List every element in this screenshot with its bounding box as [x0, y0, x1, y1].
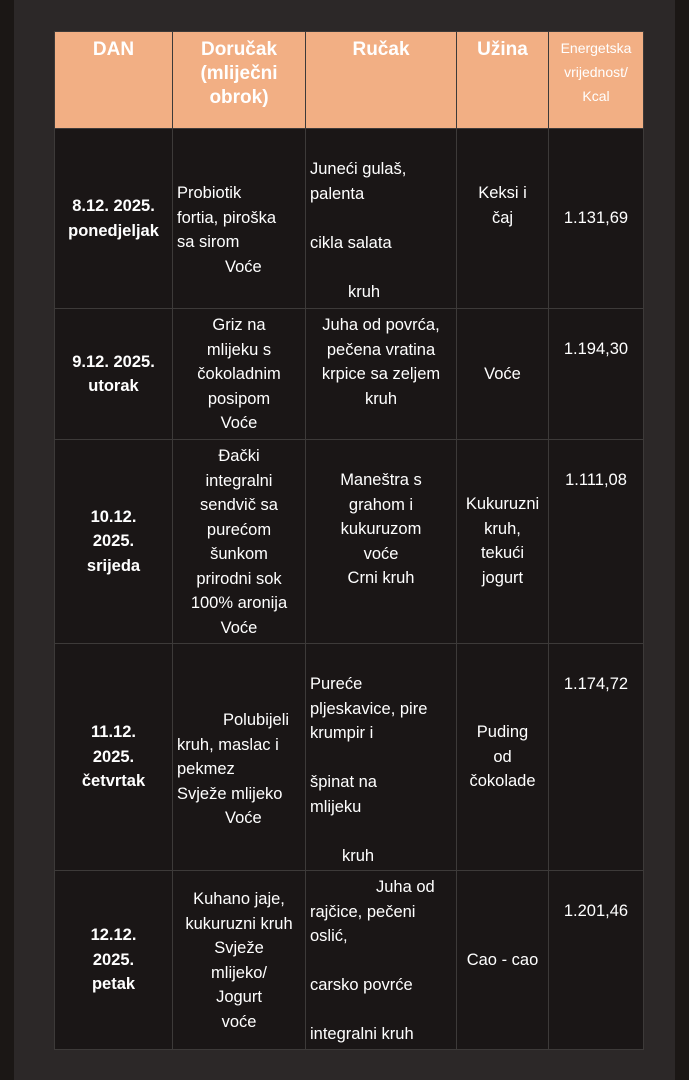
lunch-cell: Juha od rajčice, pečeni oslić, carsko povrće integralni kruh: [306, 871, 457, 1050]
snack-cell: Puding od čokolade: [457, 644, 549, 871]
breakfast-cell: Kuhano jaje, kukuruzni kruh Svježe mlijeko/ Jogurt voće: [173, 871, 306, 1050]
breakfast-cell: Griz na mlijeku s čokoladnim posipom Voće: [173, 309, 306, 440]
menu-row: [55, 309, 644, 440]
snack-cell: Voće: [457, 309, 549, 440]
lunch-cell: Juha od povrća, pečena vratina krpice sa zeljem kruh: [306, 309, 457, 440]
menu-row: [55, 871, 644, 1050]
menu-row: [55, 129, 644, 309]
menu-row: [55, 440, 644, 644]
day-cell: 11.12. 2025. četvrtak: [55, 644, 173, 871]
lunch-cell: Pureće pljeskavice, pire krumpir i špinat na mlijeku kruh: [306, 644, 457, 871]
kcal-cell: 1.111,08: [549, 440, 644, 644]
header-snack: Užina: [457, 32, 549, 129]
kcal-cell: 1.174,72: [549, 644, 644, 871]
header-day: DAN: [55, 32, 173, 129]
snack-cell: Cao - cao: [457, 871, 549, 1050]
breakfast-cell: Polubijeli kruh, maslac i pekmez Svježe mlijeko Voće: [173, 644, 306, 871]
snack-cell: Kukuruzni kruh, tekući jogurt: [457, 440, 549, 644]
day-cell: 10.12. 2025. srijeda: [55, 440, 173, 644]
header-row: [55, 32, 644, 129]
day-cell: 8.12. 2025. ponedjeljak: [55, 129, 173, 309]
weekly-menu-table: [54, 31, 644, 1050]
snack-cell: Keksi i čaj: [457, 129, 549, 309]
day-cell: 9.12. 2025. utorak: [55, 309, 173, 440]
day-cell: 12.12. 2025. petak: [55, 871, 173, 1050]
header-breakfast: Doručak (mliječni obrok): [173, 32, 306, 129]
menu-row: [55, 644, 644, 871]
lunch-cell: Juneći gulaš, palenta cikla salata kruh: [306, 129, 457, 309]
breakfast-cell: Đački integralni sendvič sa purećom šunkom prirodni sok 100% aronija Voće: [173, 440, 306, 644]
kcal-cell: 1.194,30: [549, 309, 644, 440]
kcal-cell: 1.201,46: [549, 871, 644, 1050]
kcal-cell: 1.131,69: [549, 129, 644, 309]
header-energy: Energetska vrijednost/ Kcal: [549, 32, 644, 129]
breakfast-cell: Probiotik fortia, piroška sa sirom Voće: [173, 129, 306, 309]
header-lunch: Ručak: [306, 32, 457, 129]
lunch-cell: Maneštra s grahom i kukuruzom voće Crni kruh: [306, 440, 457, 644]
